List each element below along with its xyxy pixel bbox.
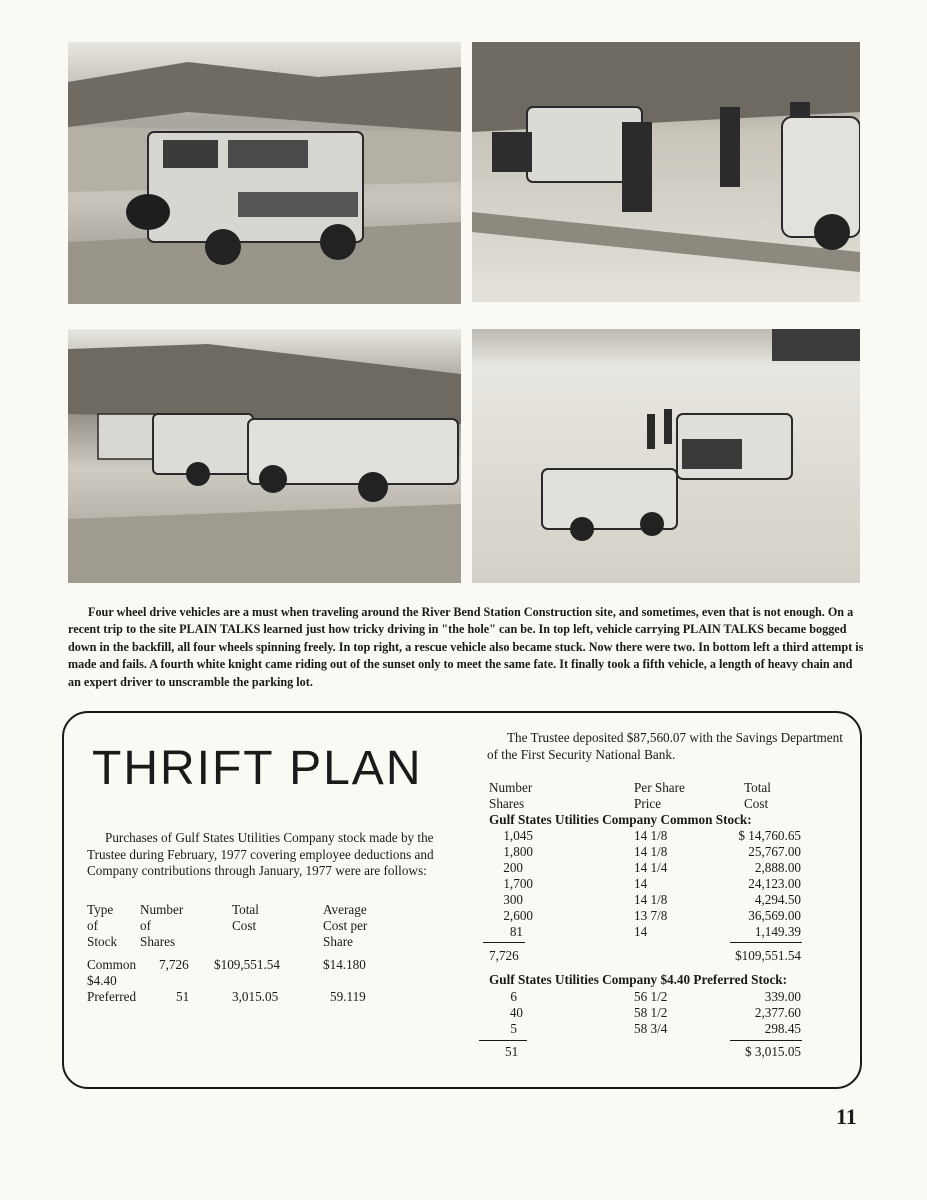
preferred-cost-rule <box>730 1040 802 1041</box>
header-total-2: Cost <box>232 918 257 933</box>
preferred-total-shares: 51 <box>505 1044 519 1059</box>
detail-header-price-1: Per Share <box>634 780 685 795</box>
preferred-row-shares: 40 <box>509 1005 523 1020</box>
preferred-row-shares: 6 <box>510 989 517 1004</box>
preferred-row-cost: 339.00 <box>764 989 801 1004</box>
common-row-price: 14 1/8 <box>634 892 668 907</box>
common-row-cost: 2,888.00 <box>754 860 801 875</box>
common-average: $14.180 <box>323 957 366 972</box>
photo-truck-stuck-top-left <box>68 42 461 304</box>
preferred-row-cost: 298.45 <box>764 1021 801 1036</box>
detail-header-total-2: Cost <box>744 796 769 811</box>
common-total: $109,551.54 <box>214 957 280 972</box>
page-number: 11 <box>836 1104 857 1129</box>
preferred-total: 3,015.05 <box>232 989 279 1004</box>
header-type-1: Type <box>87 902 114 917</box>
header-type-2: of <box>87 918 98 933</box>
common-row-price: 14 1/4 <box>634 860 668 875</box>
deposit-note: The Trustee deposited $87,560.07 with the Savings Department of the First Security National Bank. <box>487 730 843 762</box>
detail-header-number-1: Number <box>489 780 533 795</box>
preferred-row-price: 58 3/4 <box>634 1021 668 1036</box>
common-row-cost: 24,123.00 <box>748 876 801 891</box>
common-stock-heading: Gulf States Utilities Company Common Stock: <box>489 812 752 827</box>
header-average-1: Average <box>323 902 367 917</box>
preferred-total-cost: $ 3,015.05 <box>744 1044 801 1059</box>
detail-header-number-2: Shares <box>489 796 525 811</box>
common-row-shares: 81 <box>509 924 523 939</box>
common-number: 7,726 <box>159 957 189 972</box>
common-shares-rule <box>483 942 525 943</box>
header-number-1: Number <box>140 902 184 917</box>
common-row-shares: 1,045 <box>503 828 533 843</box>
common-row-cost: $ 14,760.65 <box>738 828 801 843</box>
common-row-shares: 1,700 <box>503 876 533 891</box>
thrift-intro: Purchases of Gulf States Utilities Company stock made by the Trustee during February, 1977 covering employee deductions and Company contributions through January, 1977 were are follows: <box>87 830 434 879</box>
preferred-type-2: Preferred <box>87 989 137 1004</box>
common-type: Common <box>87 957 137 972</box>
common-row-price: 13 7/8 <box>634 908 668 923</box>
common-row-shares: 200 <box>503 860 523 875</box>
common-row-price: 14 1/8 <box>634 844 668 859</box>
preferred-stock-heading: Gulf States Utilities Company $4.40 Preferred Stock: <box>489 972 788 987</box>
photo-fourth-vehicle-bottom-right <box>472 329 860 583</box>
preferred-row-shares: 5 <box>510 1021 517 1036</box>
detail-header-total-1: Total <box>744 780 771 795</box>
header-type-3: Stock <box>87 934 118 949</box>
header-number-2: of <box>140 918 151 933</box>
preferred-average: 59.119 <box>330 989 366 1004</box>
photo-caption: Four wheel drive vehicles are a must when traveling around the River Bend Station Construction site, and sometimes, even that is not enough. On a recent trip to the site PLAIN TALKS learned just how tricky driving in "the hole" can be. In top left, vehicle carrying PLAIN TALKS became bogged down in the backfill, all four wheels spinning freely. In top right, a rescue vehicle also became stuck. Now there were two. In bottom left a third attempt is made and fails. A fourth white knight came riding out of the sunset only to meet the same fate. It finally took a fifth vehicle, a length of heavy chain and an expert driver to unscramble the parking lot. <box>68 605 864 689</box>
common-row-price: 14 1/8 <box>634 828 668 843</box>
common-row-cost: 1,149.39 <box>754 924 801 939</box>
header-average-2: Cost per <box>323 918 368 933</box>
common-row-shares: 2,600 <box>503 908 533 923</box>
photo-third-attempt-bottom-left <box>68 329 461 583</box>
common-row-cost: 36,569.00 <box>748 908 801 923</box>
common-row-cost: 4,294.50 <box>754 892 801 907</box>
common-cost-rule <box>730 942 802 943</box>
preferred-number: 51 <box>176 989 190 1004</box>
common-row-shares: 300 <box>503 892 523 907</box>
header-average-3: Share <box>323 934 354 949</box>
preferred-shares-rule <box>479 1040 527 1041</box>
preferred-row-price: 58 1/2 <box>634 1005 668 1020</box>
header-number-3: Shares <box>140 934 176 949</box>
header-total-1: Total <box>232 902 259 917</box>
common-row-cost: 25,767.00 <box>748 844 801 859</box>
detail-header-price-2: Price <box>634 796 662 811</box>
preferred-row-price: 56 1/2 <box>634 989 668 1004</box>
common-total-cost: $109,551.54 <box>735 948 801 963</box>
common-row-price: 14 <box>634 924 648 939</box>
preferred-row-cost: 2,377.60 <box>754 1005 801 1020</box>
preferred-type-1: $4.40 <box>87 973 117 988</box>
common-row-shares: 1,800 <box>503 844 533 859</box>
common-row-price: 14 <box>634 876 648 891</box>
common-total-shares: 7,726 <box>489 948 519 963</box>
photo-rescue-vehicle-top-right <box>472 42 860 302</box>
page-title: THRIFT PLAN <box>92 742 423 795</box>
